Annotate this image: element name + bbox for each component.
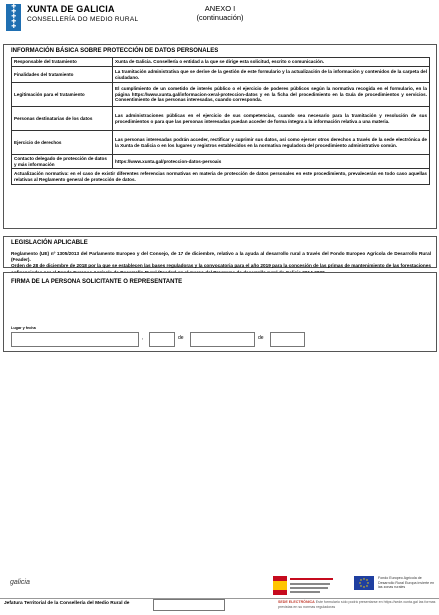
signature-section [3, 272, 437, 352]
galicia-logo: galicia [10, 579, 30, 586]
spain-government-logo [273, 576, 335, 595]
data-protection-table [11, 57, 430, 185]
sede-notice [278, 600, 438, 609]
annex-subtitle: (continuación) [196, 13, 244, 22]
annex-heading [190, 4, 250, 22]
footnote: Actualización normativa: en el caso de existir diferentes referencias normativas en materia de protección de datos personales en este procedimiento, prevalecerán en todo caso aquellas relativas al Reglamento general de protección de datos. [12, 169, 430, 185]
day-field[interactable] [149, 332, 175, 347]
eu-flag-icon [354, 576, 374, 590]
data-protection-title: INFORMACIÓN BÁSICA SOBRE PROTECCIÓN DE DATOS PERSONALES [11, 48, 219, 54]
row-label: Finalidades del tratamiento [12, 67, 113, 83]
signature-title: FIRMA DE LA PERSONA SOLICITANTE O REPRESENTANTE [11, 279, 183, 285]
place-field[interactable] [11, 332, 139, 347]
jefatura-field[interactable] [153, 599, 225, 611]
ministry-line [290, 578, 333, 580]
legislation-paragraph: Orden de 28 de diciembre de 2018 por la que se establecen las bases reguladoras y la convocatoria para el año 2019 para la concesión de las primas de mantenimiento de las forestaciones [11, 263, 431, 269]
annex-title: ANEXO I [204, 4, 236, 13]
table-row [12, 58, 430, 67]
de-separator-1: de [178, 335, 184, 341]
row-label: Legitimación para el tratamiento [12, 83, 113, 107]
row-label: Responsable del tratamiento [12, 58, 113, 67]
ministry-line [290, 591, 320, 593]
legislation-title: LEGISLACIÓN APLICABLE [11, 240, 88, 246]
brand-subtitle: CONSELLERÍA DO MEDIO RURAL [27, 16, 139, 23]
ministry-line [290, 587, 328, 589]
legislation-section [3, 236, 437, 268]
row-label: Contacto delegado de protección de datos y más información [12, 155, 113, 169]
row-value: El cumplimiento de un cometido de interés público o el ejercicio de poderes públicos según la normativa recogida en el formulario, en la página https://www.xunta.gal/informacion-xeral-proteccion-datos y en la ficha del procedimiento en la Guía de procedimientos y servicios. Consentimiento de las personas interesadas, cuando corresponda. [113, 83, 430, 107]
de-separator-2: de [258, 335, 264, 341]
row-value: https://www.xunta.gal/proteccion-datos-persoais [113, 155, 430, 169]
table-row [12, 169, 430, 185]
month-field[interactable] [190, 332, 255, 347]
legislation-paragraph: Reglamento (UE) nº 1305/2013 del Parlamento Europeo y del Consejo, de 17 de diciembre, relativo a la ayuda al desarrollo rural a través del Fondo Europeo Agrícola de Desarrollo Rural (Feader). [11, 251, 431, 263]
spain-flag-yellow [273, 581, 287, 590]
sede-text: Este formulario sólo podrá presentarse en https://sede.xunta.gal las formas previstas en su normas reguladoras [278, 600, 436, 609]
year-field[interactable] [270, 332, 305, 347]
galicia-cross-icon: ✚ ✚ ✚ ✚ ✚ [11, 4, 16, 30]
row-value: La tramitación administrativa que se derive de la gestión de este formulario y la actualización de la información y contenidos de la carpeta del ciudadano. [113, 67, 430, 83]
eu-fund-text: Fondo Europeo Agrícola de Desarrollo Rural Europa invierte en las zonas rurales [378, 576, 435, 589]
brand-title: XUNTA DE GALICIA [27, 4, 115, 14]
comma-separator: , [142, 335, 144, 341]
ministry-line [290, 583, 330, 585]
row-label: Personas destinatarias de los datos [12, 107, 113, 131]
sede-label: SEDE ELECTRÓNICA [278, 600, 315, 604]
row-value: Las personas interesadas podrán acceder, rectificar y suprimir sus datos, así como ejercer otros derechos a través de la sede electrónica de la Xunta de Galicia o en los lugares y registros establecidos en la normativa reguladora del procedimiento administrativo común. [113, 131, 430, 155]
table-row [12, 83, 430, 107]
row-label: Ejercicio de derechos [12, 131, 113, 155]
row-value: Las administraciones públicas en el ejercicio de sus competencias, cuando sea necesario para la tramitación y resolución de sus procedimientos o para que las personas interesadas puedan acceder de forma íntegra a la información relativa a una materia. [113, 107, 430, 131]
data-protection-section [3, 44, 437, 229]
table-row [12, 155, 430, 169]
row-value: Xunta de Galicia. Consellería o entidad a la que se dirige esta solicitud, escrito o comunicación. [113, 58, 430, 67]
jefatura-label: Jefatura Territorial de la Consellería del Medio Rural de [4, 601, 130, 606]
table-row [12, 107, 430, 131]
place-date-label: Lugar y fecha [11, 326, 36, 330]
eu-stars-icon [354, 576, 374, 590]
table-row [12, 131, 430, 155]
table-row [12, 67, 430, 83]
